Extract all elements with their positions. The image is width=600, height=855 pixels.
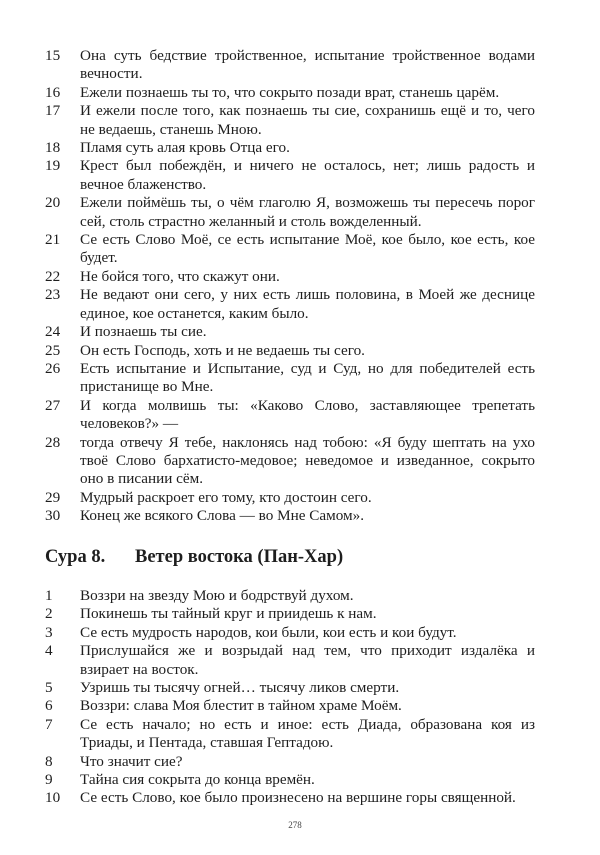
- page-number: 278: [288, 820, 302, 830]
- verse: [45, 102, 535, 139]
- verse-text: Покинешь ты тайный круг и приидешь к нам.: [80, 605, 377, 623]
- verse: [45, 489, 535, 507]
- sura-number: Сура 8.: [45, 547, 106, 567]
- verse-number: 8: [45, 752, 53, 770]
- verse-text: Воззри: слава Моя блестит в тайном храме Моём.: [80, 697, 402, 715]
- verse-number: 25: [45, 341, 61, 359]
- verse-number: 23: [45, 286, 61, 304]
- verse: [45, 789, 535, 807]
- verse-text: Не бойся того, что скажут они.: [80, 267, 280, 285]
- verse: [45, 397, 535, 434]
- verse-number: 18: [45, 139, 61, 157]
- verse-number: 1: [45, 587, 53, 604]
- verse: [45, 605, 535, 623]
- verse-number: 22: [45, 267, 61, 285]
- verse-text: Есть испытание и Испытание, суд и Суд, но для победителей есть пристанище во Мне.: [80, 359, 535, 396]
- verse-number: 3: [45, 623, 53, 641]
- verse-text: И ежели после того, как познаешь ты сие, сохранишь ещё и то, чего не ведаешь, станешь Мною.: [80, 102, 535, 138]
- verse-text: Се есть Слово Моё, се есть испытание Моё, кое было, кое есть, кое будет.: [80, 231, 535, 267]
- verse-number: 10: [45, 789, 61, 807]
- verse-number: 2: [45, 605, 53, 623]
- verse: [45, 360, 535, 397]
- verse-text: Не ведают они сего, у них есть лишь половина, в Моей же деснице единое, кое останется, каким было.: [80, 286, 535, 322]
- verse-number: 19: [45, 157, 61, 175]
- verse-number: 7: [45, 715, 53, 733]
- verse: [45, 286, 535, 323]
- verse-text: Он есть Господь, хоть и не ведаешь ты сего.: [80, 341, 365, 359]
- verse-number: 20: [45, 194, 61, 212]
- verse-number: 24: [45, 323, 61, 341]
- verse-number: 26: [45, 359, 61, 377]
- sura-heading: [45, 545, 343, 569]
- verse-text: И познаешь ты сие.: [80, 323, 207, 341]
- verse: [45, 587, 535, 605]
- verse-number: 29: [45, 488, 61, 506]
- verse-number: 5: [45, 679, 53, 697]
- verse-number: 28: [45, 433, 61, 451]
- verse: [45, 157, 535, 194]
- verse: [45, 753, 535, 771]
- verse-number: 17: [45, 102, 61, 120]
- verse: [45, 697, 535, 715]
- verse: [45, 231, 535, 268]
- verse-list-sura-8: [45, 587, 535, 808]
- verse-text: Мудрый раскроет его тому, кто достоин сего.: [80, 488, 372, 506]
- verse-number: 21: [45, 231, 61, 249]
- verse: [45, 323, 535, 341]
- verse: [45, 84, 535, 102]
- verse: [45, 679, 535, 697]
- verse-text: Она суть бедствие тройственное, испытание тройственное водами вечности.: [80, 47, 535, 83]
- verse-number: 9: [45, 771, 53, 789]
- verse-number: 4: [45, 642, 53, 660]
- verse-text: Се есть мудрость народов, кои были, кои есть и кои будут.: [80, 623, 457, 641]
- verse-list-previous-sura: [45, 47, 535, 526]
- verse-text: Ежели познаешь ты то, что сокрыто позади врат, станешь царём.: [80, 83, 500, 101]
- verse: [45, 342, 535, 360]
- verse: [45, 268, 535, 286]
- verse-text: Тайна сия сокрыта до конца времён.: [80, 771, 315, 789]
- verse-text: Се есть Слово, кое было произнесено на вершине горы священной.: [80, 789, 516, 807]
- verse: [45, 139, 535, 157]
- verse: [45, 624, 535, 642]
- verse-number: 15: [45, 47, 61, 64]
- verse-text: Что значит сие?: [80, 752, 183, 770]
- verse-text: Воззри на звезду Мою и бодрствуй духом.: [80, 587, 354, 604]
- verse-text: тогда отвечу Я тебе, наклонясь над тобою: «Я буду шептать на ухо твоё Слово бархатисто-медовое; неведомое и изведанное, сокрыто оно в писании сём.: [80, 433, 535, 488]
- verse-number: 6: [45, 697, 53, 715]
- verse-text: Се есть начало; но есть и иное: есть Диада, образована коя из Триады, и Пентада, ставшая Гептадою.: [80, 715, 535, 752]
- verse-text: Ежели поймёшь ты, о чём глаголю Я, возможешь ты пересечь порог сей, столь страстно желанный и столь вожделенный.: [80, 194, 535, 230]
- verse-text: Узришь ты тысячу огней… тысячу ликов смерти.: [80, 679, 400, 697]
- verse-text: Пламя суть алая кровь Отца его.: [80, 139, 290, 157]
- sura-title: Ветер востока (Пан-Хар): [135, 547, 344, 567]
- verse-number: 16: [45, 83, 61, 101]
- verse: [45, 47, 535, 84]
- verse-text: Прислушайся же и возрыдай над тем, что приходит издалёка и взирает на восток.: [80, 642, 535, 678]
- verse-number: 30: [45, 507, 61, 525]
- verse: [45, 194, 535, 231]
- verse-text: Конец же всякого Слова — во Мне Самом».: [80, 507, 365, 525]
- verse: [45, 642, 535, 679]
- verse-text: Крест был побеждён, и ничего не осталось, нет; лишь радость и вечное блаженство.: [80, 157, 535, 193]
- verse: [45, 507, 535, 525]
- verse: [45, 434, 535, 489]
- verse-text: И когда молвишь ты: «Каково Слово, заставляющее трепетать человеков?» —: [80, 396, 535, 433]
- verse: [45, 716, 535, 753]
- verse-number: 27: [45, 396, 61, 414]
- verse: [45, 771, 535, 789]
